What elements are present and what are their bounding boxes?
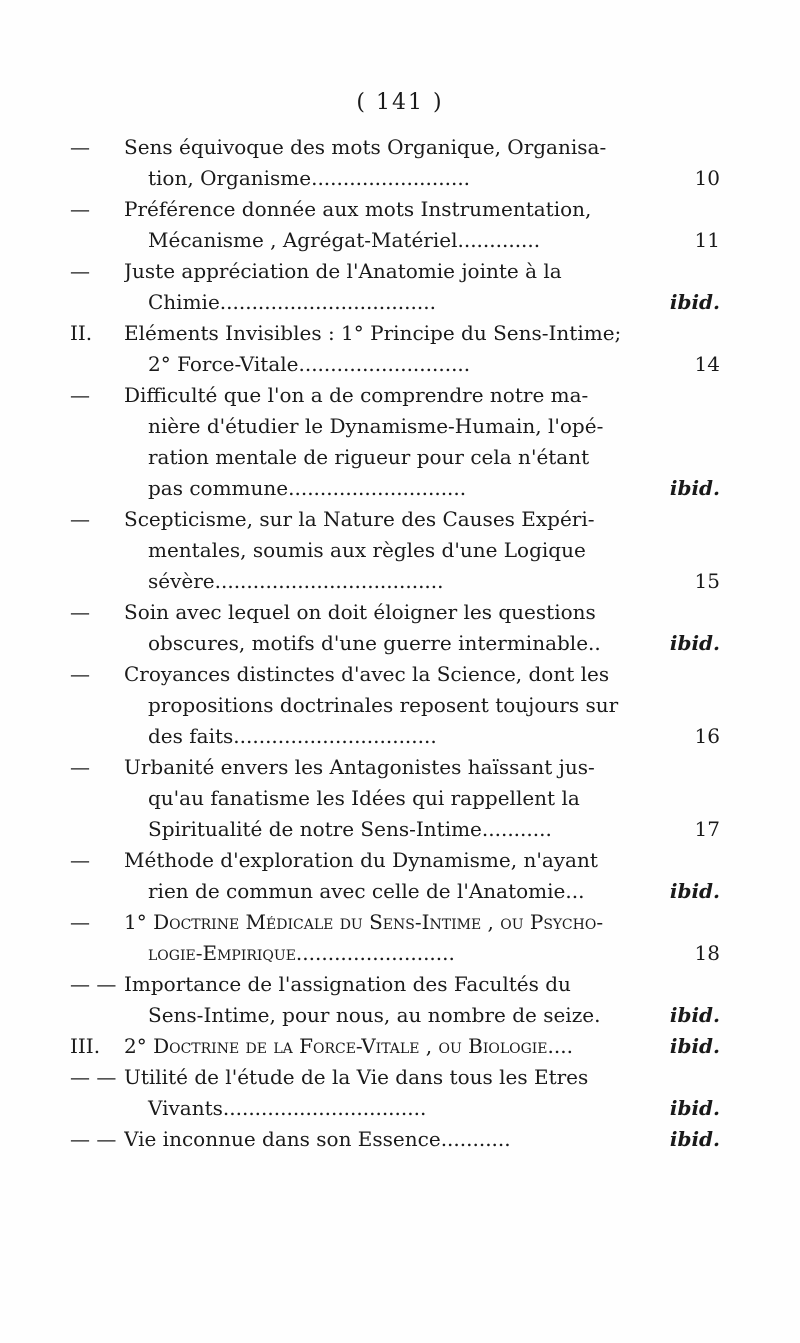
entry-line: 2° Force-Vitale...........................	[148, 352, 471, 376]
toc-entry	[70, 504, 720, 597]
page-reference: ibid.	[669, 879, 720, 903]
table-of-contents	[70, 132, 720, 1155]
entry-line: Chimie..................................	[148, 290, 436, 314]
entry-line: Importance de l'assignation des Facultés du	[124, 972, 571, 996]
entry-marker: —	[70, 755, 90, 779]
toc-entry	[70, 380, 720, 504]
entry-line: Méthode d'exploration du Dynamisme, n'ayant	[124, 848, 598, 872]
entry-line: sévère....................................	[148, 569, 444, 593]
entry-line: 1° Doctrine Médicale du Sens-Intime , ou Psycho-	[124, 910, 604, 934]
entry-marker: — —	[70, 1065, 117, 1089]
toc-entry	[70, 752, 720, 845]
entry-line: pas commune............................	[148, 476, 467, 500]
entry-marker: — —	[70, 1127, 117, 1151]
toc-entry	[70, 256, 720, 318]
entry-line: obscures, motifs d'une guerre interminable..	[148, 631, 601, 655]
entry-line: Vivants................................	[148, 1096, 427, 1120]
toc-entry	[70, 597, 720, 659]
entry-marker: II.	[70, 321, 93, 345]
entry-line: Difficulté que l'on a de comprendre notre ma-	[124, 383, 589, 407]
page-reference: ibid.	[669, 631, 720, 655]
page-reference: ibid.	[669, 1003, 720, 1027]
entry-line: Spiritualité de notre Sens-Intime...........	[148, 817, 552, 841]
page-reference: ibid.	[669, 1034, 720, 1058]
entry-line: qu'au fanatisme les Idées qui rappellent la	[148, 786, 580, 810]
toc-entry	[70, 659, 720, 752]
toc-entry	[70, 1124, 720, 1155]
page-reference: ibid.	[669, 476, 720, 500]
entry-line: Utilité de l'étude de la Vie dans tous les Etres	[124, 1065, 589, 1089]
toc-entry	[70, 1031, 720, 1062]
entry-marker: —	[70, 197, 90, 221]
entry-line: des faits................................	[148, 724, 437, 748]
entry-line: rien de commun avec celle de l'Anatomie...	[148, 879, 585, 903]
entry-marker: —	[70, 259, 90, 283]
entry-line: Eléments Invisibles : 1° Principe du Sens-Intime;	[124, 321, 622, 345]
entry-line: mentales, soumis aux règles d'une Logique	[148, 538, 586, 562]
page-reference: 14	[694, 352, 720, 376]
entry-line: Sens équivoque des mots Organique, Organisa-	[124, 135, 607, 159]
page-reference: 15	[694, 569, 720, 593]
page-reference: 16	[694, 724, 720, 748]
entry-line: 2° Doctrine de la Force-Vitale , ou Biologie....	[124, 1034, 573, 1058]
entry-line: Scepticisme, sur la Nature des Causes Expéri-	[124, 507, 595, 531]
entry-line: Vie inconnue dans son Essence...........	[124, 1127, 511, 1151]
entry-marker: — —	[70, 972, 117, 996]
entry-line: tion, Organisme.........................	[148, 166, 471, 190]
page-reference: ibid.	[669, 1096, 720, 1120]
entry-line: Juste appréciation de l'Anatomie jointe à la	[124, 259, 562, 283]
toc-entry	[70, 132, 720, 194]
entry-line: logie-Empirique.........................	[148, 941, 455, 965]
page-number-header: ( 141 )	[356, 90, 444, 115]
entry-line: Croyances distinctes d'avec la Science, dont les	[124, 662, 610, 686]
entry-marker: —	[70, 600, 90, 624]
entry-marker: —	[70, 383, 90, 407]
entry-line: ration mentale de rigueur pour cela n'étant	[148, 445, 590, 469]
page-reference: 10	[694, 166, 720, 190]
entry-line: Soin avec lequel on doit éloigner les questions	[124, 600, 596, 624]
toc-entry	[70, 318, 720, 380]
entry-marker: —	[70, 662, 90, 686]
entry-marker: —	[70, 910, 90, 934]
page-reference: 11	[694, 228, 720, 252]
entry-line: Urbanité envers les Antagonistes haïssant jus-	[124, 755, 595, 779]
entry-line: nière d'étudier le Dynamisme-Humain, l'opé-	[148, 414, 604, 438]
entry-line: Mécanisme , Agrégat-Matériel.............	[148, 228, 541, 252]
entry-line: propositions doctrinales reposent toujours sur	[148, 693, 619, 717]
entry-line: Sens-Intime, pour nous, au nombre de seize.	[148, 1003, 601, 1027]
toc-entry	[70, 1062, 720, 1124]
page-reference: 18	[694, 941, 720, 965]
toc-entry	[70, 969, 720, 1031]
page-reference: ibid.	[669, 1127, 720, 1151]
page-reference: ibid.	[669, 290, 720, 314]
toc-entry	[70, 845, 720, 907]
entry-marker: —	[70, 135, 90, 159]
page-reference: 17	[694, 817, 720, 841]
entry-marker: —	[70, 507, 90, 531]
entry-line: Préférence donnée aux mots Instrumentation,	[124, 197, 592, 221]
entry-marker: —	[70, 848, 90, 872]
toc-entry	[70, 907, 720, 969]
toc-entry	[70, 194, 720, 256]
entry-marker: III.	[70, 1034, 101, 1058]
